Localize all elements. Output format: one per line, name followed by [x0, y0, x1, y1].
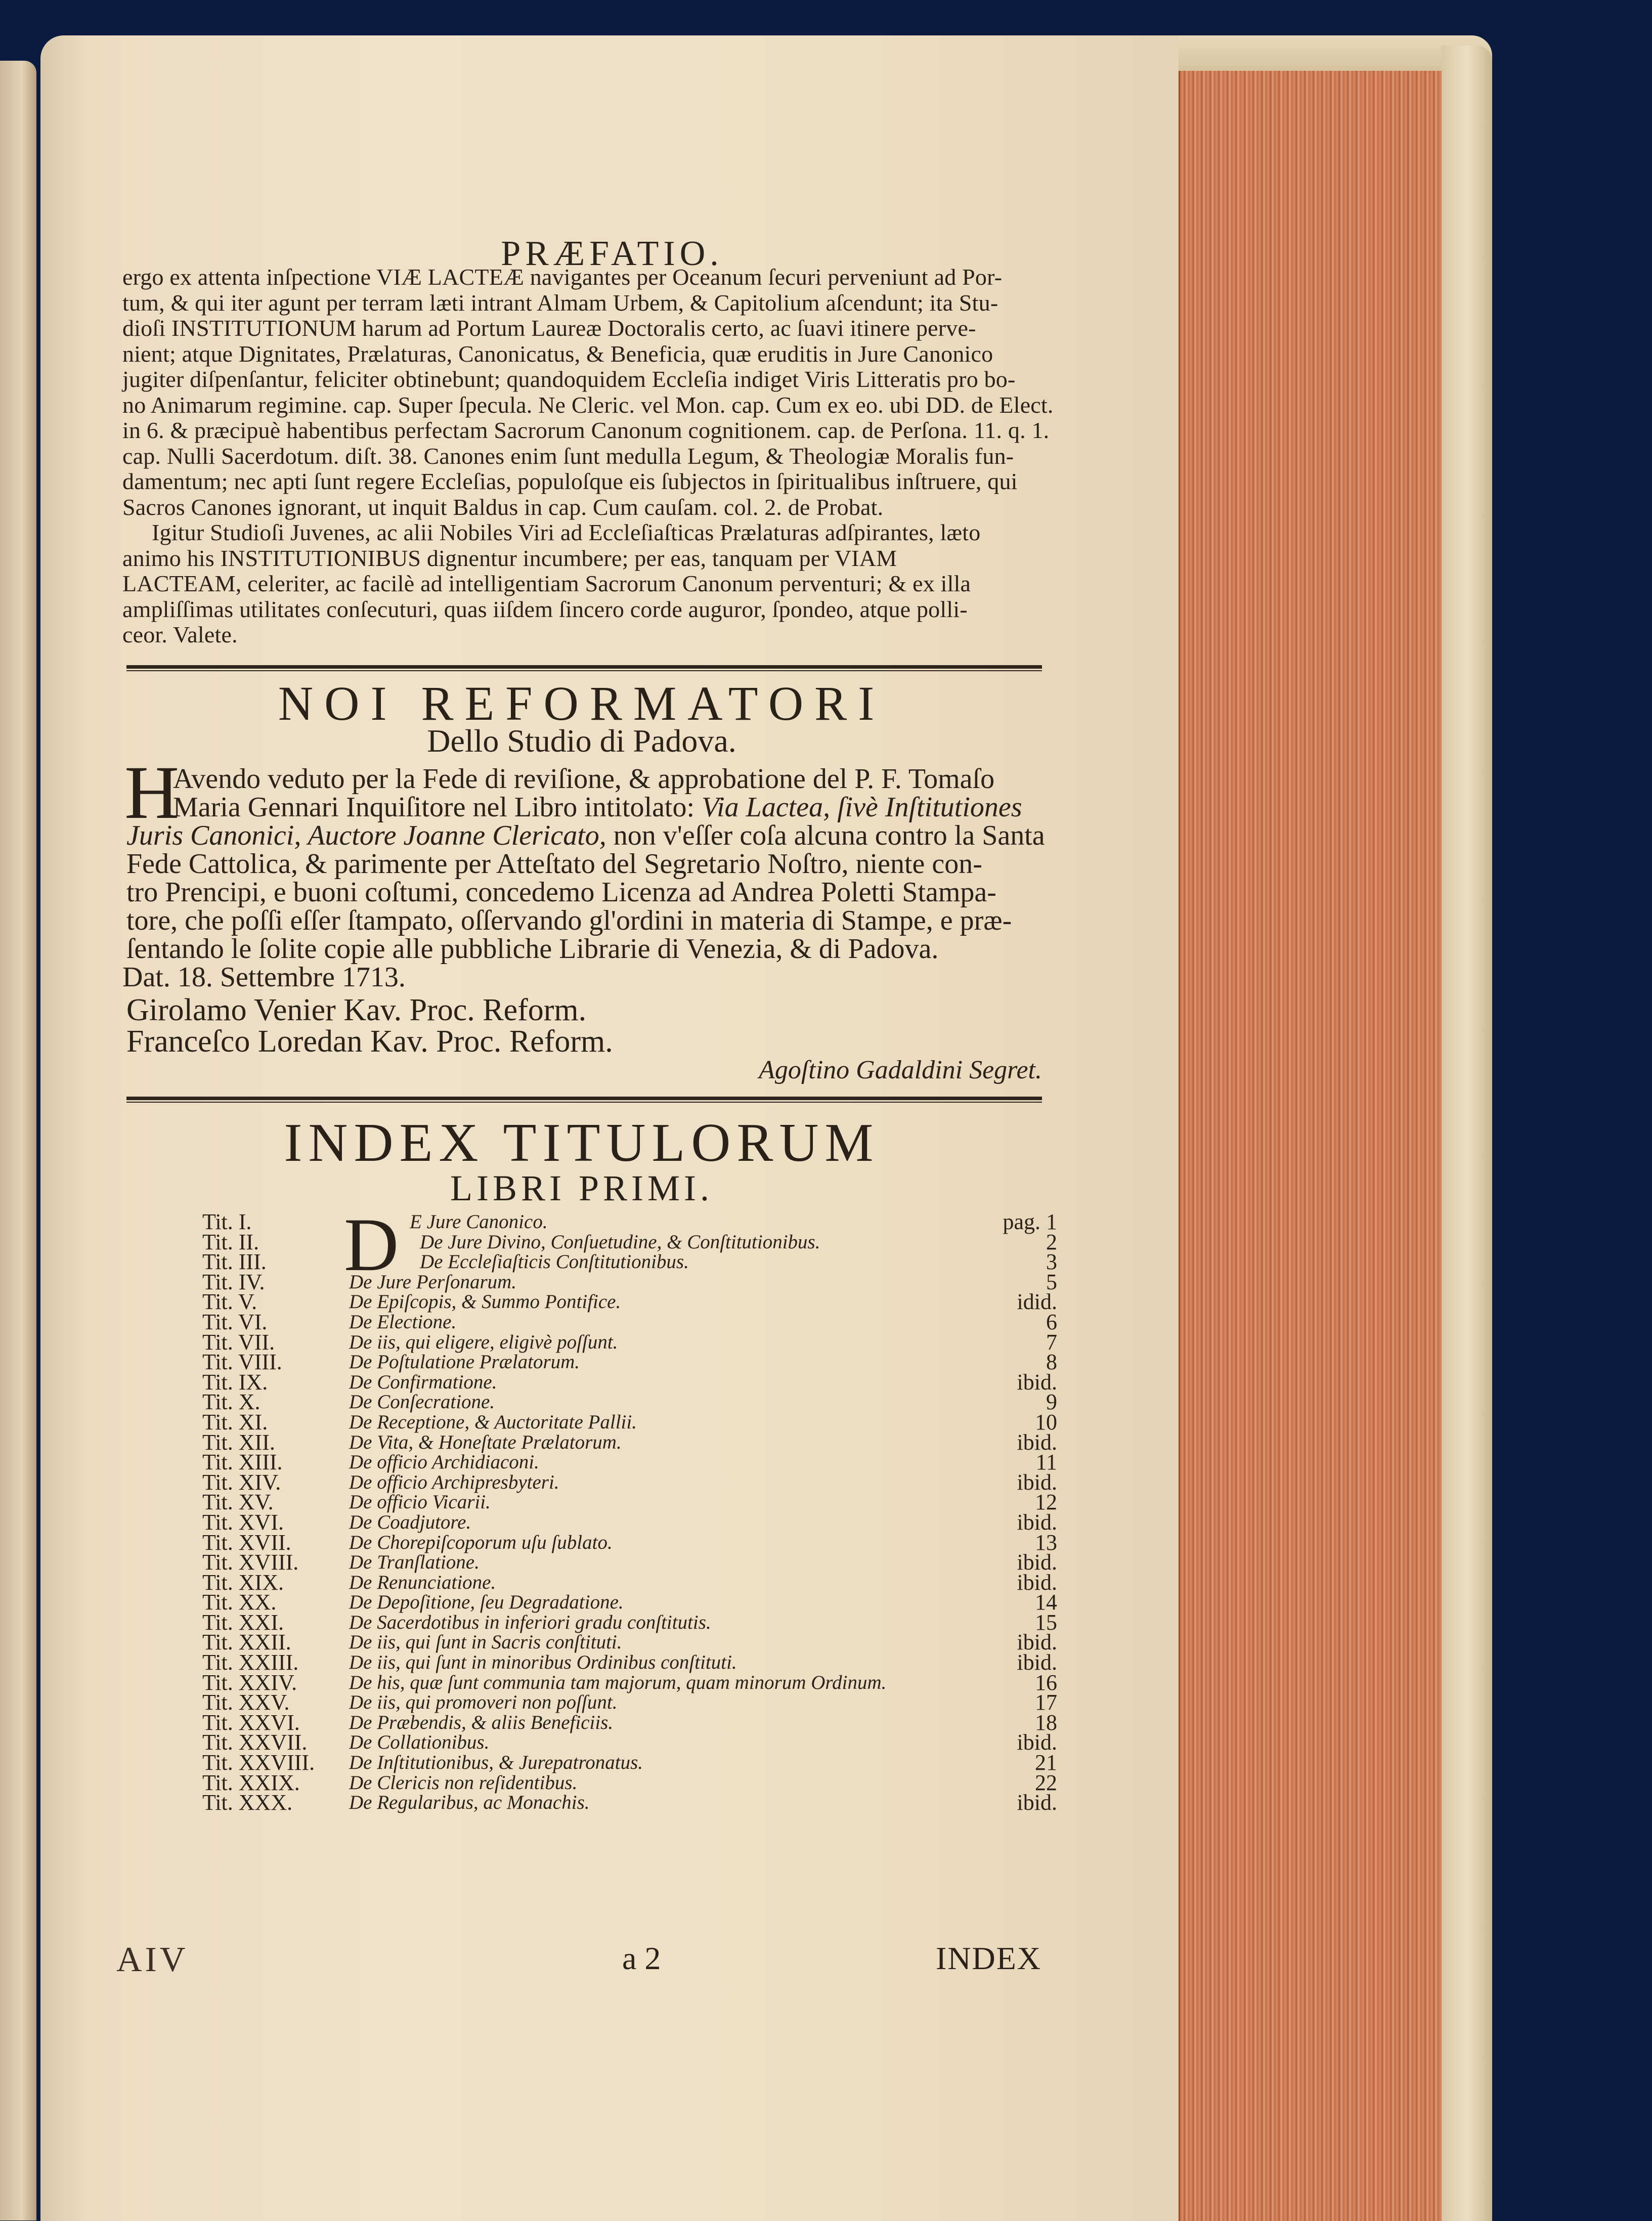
index-title-name: De Depoſitione, ſeu Degradatione. [349, 1591, 624, 1614]
preface-line: animo his INSTITUTIONIBUS dignentur incumbere; per eas, tanquam per VIAM [122, 545, 897, 571]
index-title-number: Tit. XXV. [202, 1690, 290, 1715]
index-title-number: Tit. VI. [202, 1309, 268, 1334]
preface-line: jugiter diſpenſantur, feliciter obtinebunt; quandoquidem Eccleſia indiget Viris Litteratis pro bo- [122, 366, 1016, 392]
index-title-number: Tit. I. [202, 1209, 252, 1234]
index-row [202, 1349, 1057, 1375]
index-title-name: De Inſtitutionibus, & Jurepatronatus. [349, 1752, 643, 1774]
index-title-name: De Chorepiſcoporum uſu ſublato. [349, 1531, 613, 1553]
index-row [202, 1289, 1057, 1315]
index-title-number: Tit. IV. [202, 1269, 265, 1294]
index-drop-cap: D [344, 1203, 399, 1287]
index-row [202, 1269, 1057, 1294]
license-line [126, 820, 1047, 851]
index-row [202, 1630, 1057, 1655]
index-page-ref: ibid. [1017, 1630, 1057, 1655]
index-title-name: De officio Archipresbyteri. [349, 1471, 559, 1493]
index-title-name: De Receptione, & Auctoritate Pallii. [349, 1411, 637, 1433]
preface-line: ceor. Valete. [122, 622, 238, 647]
index-page-ref: 18 [1035, 1710, 1057, 1735]
license-line-pre: Maria Gennari Inquiſitore nel Libro intitolato: [173, 792, 702, 823]
index-row [202, 1329, 1057, 1355]
index-title-number: Tit. XXVIII. [202, 1750, 315, 1775]
index-row [202, 1509, 1057, 1535]
left-page-edge [0, 61, 36, 2220]
index-title-number: Tit. XXX. [202, 1790, 293, 1815]
index-page-ref: ibid. [1017, 1730, 1057, 1755]
license-line [173, 792, 1094, 822]
index-title-name: De his, quæ ſunt communia tam majorum, quam minorum Ordinum. [349, 1671, 887, 1693]
signature-mark: AIV [116, 1940, 189, 1979]
index-row [202, 1692, 1057, 1713]
index-title-name: De Eccleſiaſticis Conſtitutionibus. [420, 1251, 689, 1273]
index-row [202, 1570, 1057, 1595]
license-line [126, 849, 1047, 879]
index-row [202, 1732, 1057, 1753]
index-title-number: Tit. XIV. [202, 1469, 281, 1495]
book-page [40, 35, 1184, 2221]
preface-line: ergo ex attenta inſpectione VIÆ LACTEÆ navigantes per Oceanum ſecuri perveniunt ad Por- [122, 264, 1003, 290]
index-page-ref: ibid. [1017, 1509, 1057, 1535]
preface-line: tum, & qui iter agunt per terram læti intrant Almam Urbem, & Capitolium aſcendunt; ita Stu- [122, 289, 998, 316]
index-row [202, 1652, 1057, 1673]
index-title-number: Tit. XIII. [202, 1450, 283, 1475]
index-row [202, 1490, 1057, 1515]
index-heading: INDEX TITULORUM [284, 1113, 880, 1173]
preface-line: no Animarum regimine. cap. Super ſpecula. Ne Cleric. vel Mon. cap. Cum ex eo. ubi DD. de Elect. [122, 391, 1054, 418]
index-row [202, 1389, 1057, 1415]
divider-rule-bottom [126, 1097, 1042, 1103]
index-page-ref: ibid. [1017, 1570, 1057, 1595]
license-heading: NOI REFORMATORI [278, 676, 886, 730]
index-row [202, 1429, 1057, 1455]
index-page-ref: ibid. [1017, 1469, 1057, 1495]
index-title-number: Tit. XXIX. [202, 1770, 300, 1795]
license-line [126, 877, 1047, 907]
index-page-ref: pag. 1 [1003, 1209, 1057, 1234]
preface-line: damentum; nec apti ſunt regere Eccleſias, populoſque eis ſubjectos in ſpiritualibus inſtruere, qui [122, 468, 1018, 494]
license-line [126, 934, 1047, 964]
index-title-number: Tit. XXVII. [202, 1730, 308, 1755]
index-title-number: Tit. XVII. [202, 1530, 291, 1555]
index-row [202, 1770, 1057, 1795]
license-line-post: non v'eſſer coſa alcuna contro la Santa [606, 820, 1045, 851]
preface-line: Sacros Canones ignorant, ut inquit Baldus in cap. Cum cauſam. col. 2. de Probat. [122, 494, 884, 520]
preface-line: Igitur Studioſi Juvenes, ac alii Nobiles Viri ad Eccleſiaſticas Prælaturas adſpirantes, læto [152, 519, 981, 545]
index-page-ref: 12 [1035, 1490, 1057, 1515]
index-page-ref: 7 [1046, 1329, 1057, 1355]
running-head: PRÆFATIO. [501, 234, 723, 273]
license-line-pre: Fede Cattolica, & parimente per Atteſtato del Segretario Noſtro, niente con- [126, 848, 982, 880]
index-title-name: De iis, qui promoveri non poſſunt. [349, 1691, 618, 1714]
index-title-name: De Poſtulatione Prælatorum. [349, 1351, 580, 1373]
index-title-number: Tit. XXI. [202, 1609, 284, 1635]
index-page-ref: 2 [1046, 1229, 1057, 1254]
index-page-ref: 9 [1046, 1389, 1057, 1415]
index-row [202, 1369, 1057, 1395]
license-date: Dat. 18. Settembre 1713. [122, 962, 406, 993]
license-subheading: Dello Studio di Padova. [427, 723, 736, 759]
index-title-name: De Regularibus, ac Monachis. [349, 1792, 590, 1814]
index-title-number: Tit. XXIV. [202, 1670, 297, 1695]
index-title-name: De Jure Perſonarum. [349, 1271, 517, 1293]
index-page-ref: 21 [1035, 1750, 1057, 1775]
index-title-name: De iis, qui eligere, eligivè poſſunt. [349, 1331, 618, 1353]
index-title-number: Tit. XXIII. [202, 1650, 299, 1675]
index-page-ref: 3 [1046, 1249, 1057, 1275]
index-row [202, 1710, 1057, 1735]
license-drop-cap: H [124, 751, 180, 835]
index-page-ref: ibid. [1017, 1369, 1057, 1395]
index-row [202, 1409, 1057, 1434]
index-page-ref: 5 [1046, 1269, 1057, 1294]
index-title-number: Tit. XXVI. [202, 1710, 300, 1735]
index-page-ref: 8 [1046, 1349, 1057, 1375]
preface-line: dioſi INSTITUTIONUM harum ad Portum Laureæ Doctoralis certo, ac ſuavi itinere perve- [122, 315, 976, 341]
index-title-number: Tit. V. [202, 1289, 257, 1315]
index-row [202, 1469, 1057, 1495]
index-title-number: Tit. IX. [202, 1369, 268, 1395]
divider-rule-top [126, 665, 1042, 671]
index-row [202, 1552, 1057, 1573]
index-title-number: Tit. XXII. [202, 1630, 291, 1655]
index-page-ref: ibid. [1017, 1550, 1057, 1575]
preface-line: nient; atque Dignitates, Prælaturas, Canonicatus, & Beneficia, quæ eruditis in Jure Canonico [122, 340, 993, 367]
page-block-edge [1179, 66, 1443, 2221]
index-row [202, 1209, 1057, 1234]
index-page-ref: idid. [1017, 1289, 1057, 1315]
index-page-ref: 15 [1035, 1609, 1057, 1635]
index-title-number: Tit. XVI. [202, 1509, 284, 1535]
index-title-name: De Tranſlatione. [349, 1551, 480, 1574]
index-page-ref: 11 [1035, 1450, 1057, 1475]
index-row [202, 1309, 1057, 1334]
license-line-pre: ſentando le ſolite copie alle pubbliche Librarie di Venezia, & di Padova. [126, 933, 939, 965]
index-title-number: Tit. XX. [202, 1590, 277, 1615]
index-table [202, 1203, 1057, 1815]
index-row [202, 1790, 1057, 1815]
index-title-name: De Jure Divino, Conſuetudine, & Conſtitutionibus. [420, 1231, 820, 1253]
index-title-name: E Jure Canonico. [410, 1211, 548, 1233]
index-title-name: De Coadjutore. [349, 1511, 471, 1533]
index-title-name: De Epiſcopis, & Summo Pontifice. [349, 1291, 621, 1313]
index-title-number: Tit. X. [202, 1389, 260, 1415]
page-number: a 2 [622, 1940, 661, 1976]
index-page-ref: 22 [1035, 1770, 1057, 1795]
index-title-number: Tit. II. [202, 1229, 259, 1254]
license-line [126, 905, 1047, 936]
index-page-ref: ibid. [1017, 1650, 1057, 1675]
index-title-name: De Præbendis, & aliis Beneficiis. [349, 1711, 614, 1733]
index-title-name: De Conſecratione. [349, 1391, 495, 1413]
index-page-ref: 16 [1035, 1670, 1057, 1695]
index-title-number: Tit. III. [202, 1249, 267, 1275]
index-title-name: De Electione. [349, 1311, 457, 1333]
preface-line: ampliſſimas utilitates conſecuturi, quas iiſdem ſincero corde auguror, ſpondeo, atque polli- [122, 596, 968, 622]
index-title-number: Tit. XVIII. [202, 1550, 299, 1575]
index-title-number: Tit. XII. [202, 1429, 275, 1455]
index-title-name: De Sacerdotibus in inferiori gradu conſtitutis. [349, 1611, 711, 1633]
index-row [202, 1530, 1057, 1555]
index-title-name: De Clericis non reſidentibus. [349, 1771, 578, 1794]
index-title-number: Tit. XV. [202, 1490, 274, 1515]
index-row [202, 1249, 1057, 1275]
index-title-name: De Vita, & Honeſtate Prælatorum. [349, 1431, 622, 1453]
preface-line: cap. Nulli Sacerdotum. diſt. 38. Canones enim ſunt medulla Legum, & Theologiæ Moralis fun- [122, 443, 1014, 469]
index-row [202, 1670, 1057, 1695]
index-title-name: De Collationibus. [349, 1731, 490, 1754]
index-title-number: Tit. XIX. [202, 1570, 284, 1595]
catchword: INDEX [936, 1940, 1042, 1976]
index-page-ref: ibid. [1017, 1429, 1057, 1455]
index-subheading: LIBRI PRIMI. [450, 1168, 714, 1208]
preface-line: LACTEAM, celeriter, ac facilè ad intelligentiam Sacrorum Canonum perventuri; & ex illa [122, 571, 971, 596]
index-title-name: De iis, qui ſunt in minoribus Ordinibus conſtituti. [349, 1651, 737, 1674]
index-page-ref: 6 [1046, 1309, 1057, 1334]
preface-line: in 6. & præcipuè habentibus perfectam Sacrorum Canonum cognitionem. cap. de Perſona. 11. q. 1. [122, 417, 1050, 443]
index-title-number: Tit. XI. [202, 1409, 268, 1434]
index-page-ref: 17 [1035, 1690, 1057, 1715]
signer-name: Girolamo Venier Kav. Proc. Reform. [126, 993, 587, 1027]
book-cover [1442, 46, 1492, 2221]
index-row [202, 1450, 1057, 1475]
index-row [202, 1229, 1057, 1254]
license-line [173, 764, 1094, 794]
license-line-pre: Avendo veduto per la Fede di reviſione, & approbatione del P. F. Tomaſo [173, 763, 995, 795]
index-page-ref: 10 [1035, 1409, 1057, 1434]
index-title-name: De Confirmatione. [349, 1371, 497, 1393]
index-row [202, 1592, 1057, 1613]
license-line-it: Juris Canonici, Auctore Joanne Clericato, [126, 820, 606, 851]
index-title-number: Tit. VII. [202, 1329, 275, 1355]
index-title-name: De Renunciatione. [349, 1571, 496, 1593]
index-row [202, 1750, 1057, 1775]
index-title-name: De iis, qui ſunt in Sacris conſtituti. [349, 1631, 622, 1653]
index-page-ref: 13 [1035, 1530, 1057, 1555]
license-line-pre: tro Prencipi, e buoni coſtumi, concedemo Licenza ad Andrea Poletti Stampa- [126, 877, 996, 908]
license-line-it: Via Lactea, ſivè Inſtitutiones [702, 792, 1022, 823]
index-row [202, 1609, 1057, 1635]
license-line-pre: tore, che poſſi eſſer ſtampato, oſſervando gl'ordini in materia di Stampe, e præ- [126, 905, 1012, 936]
index-page-ref: 14 [1035, 1590, 1057, 1615]
index-title-number: Tit. VIII. [202, 1349, 282, 1375]
signer-name: Franceſco Loredan Kav. Proc. Reform. [126, 1024, 613, 1059]
index-page-ref: ibid. [1017, 1790, 1057, 1815]
index-title-name: De officio Vicarii. [349, 1491, 491, 1513]
index-title-name: De officio Archidiaconi. [349, 1451, 539, 1473]
license-secretary: Agoſtino Gadaldini Segret. [759, 1056, 1042, 1084]
